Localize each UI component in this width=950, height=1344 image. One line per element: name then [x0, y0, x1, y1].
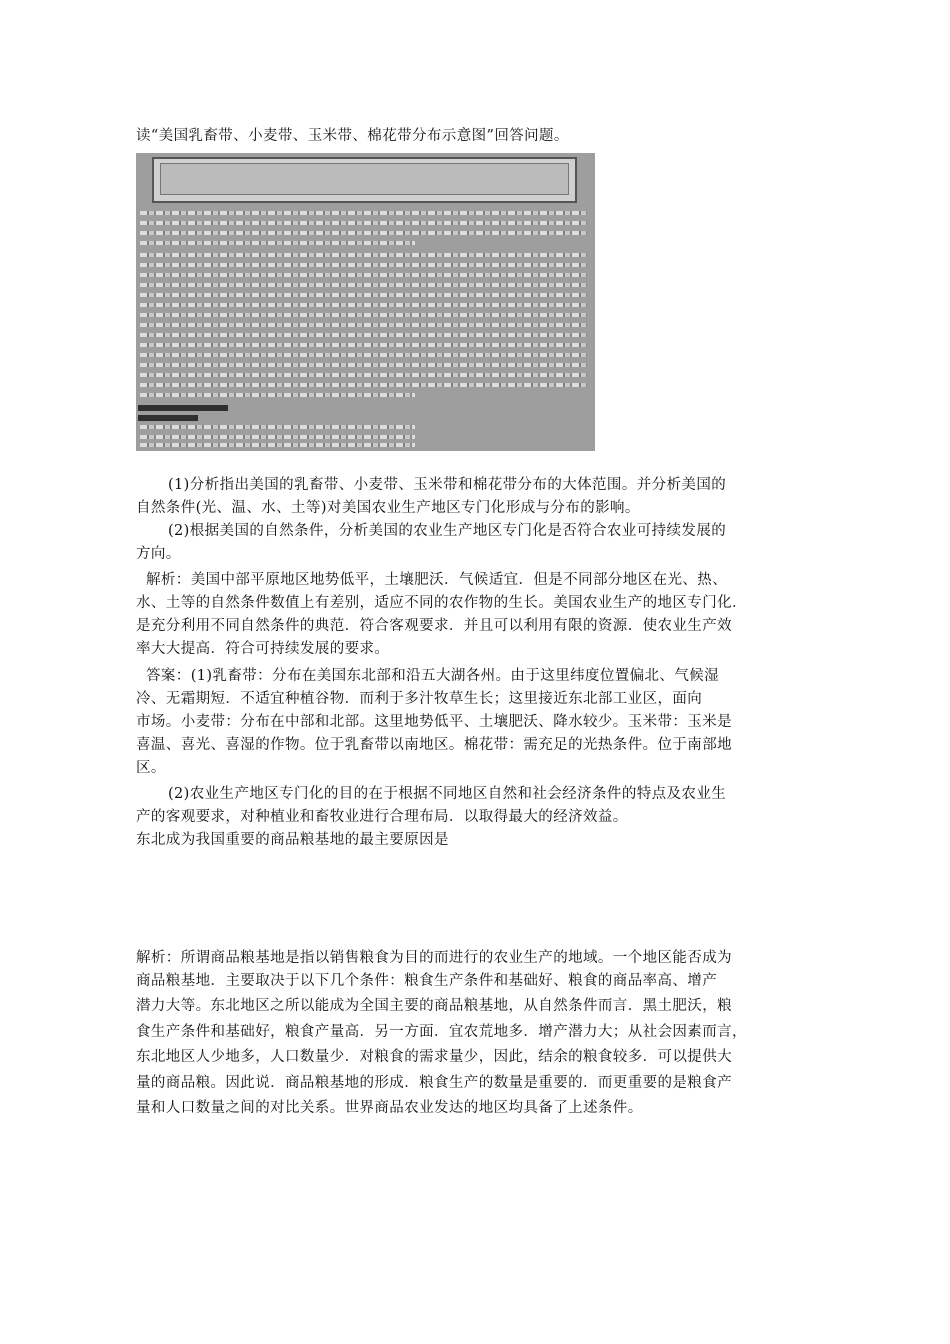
- analysis-line: 率大大提高．符合可持续发展的要求。: [136, 641, 390, 657]
- q2-analysis-line: 食生产条件和基础好，粮食产量高．另一方面．宜农荒地多．增产潜力大；从社会因素而言，: [136, 1024, 747, 1040]
- question-2-prompt: 东北成为我国重要的商品粮基地的最主要原因是: [136, 832, 449, 848]
- q2-analysis-line: 商品粮基地．主要取决于以下几个条件：粮食生产条件和基础好、粮食的商品率高、增产: [136, 973, 718, 989]
- answer-line: 冷、无霜期短．不适宜种植谷物．而利于多汁牧草生长；这里接近东北部工业区，面向: [136, 691, 703, 707]
- usa-map-image: [152, 157, 577, 203]
- answer-line: 市场。小麦带：分布在中部和北部。这里地势低平、土壤肥沃、降水较少。玉米带：玉米是: [136, 714, 732, 730]
- question-1-prompt: 读“美国乳畜带、小麦带、玉米带、棉花带分布示意图”回答问题。: [136, 128, 569, 144]
- q2-analysis-line: 量的商品粮。因此说．商品粮基地的形成．粮食生产的数量是重要的．而更重要的是粮食产: [136, 1075, 732, 1091]
- analysis-line: 水、土等的自然条件数值上有差别，适应不同的农作物的生长。美国农业生产的地区专门化．: [136, 595, 747, 611]
- q2-analysis-line: 东北地区人少地多，人口数量少．对粮食的需求量少，因此，结余的粮食较多．可以提供大: [136, 1049, 732, 1065]
- answer-2-line: (2)农业生产地区专门化的目的在于根据不同地区自然和社会经济条件的特点及农业生: [168, 786, 727, 802]
- q2-question-line: (2)根据美国的自然条件，分析美国的农业生产地区专门化是否符合农业可持续发展的: [168, 523, 727, 539]
- q1-question-line: 自然条件(光、温、水、土等)对美国农业生产地区专门化形成与分布的影响。: [136, 500, 640, 516]
- q2-question-line: 方向。: [136, 546, 181, 562]
- answer-2-line: 产的客观要求，对种植业和畜牧业进行合理布局．以取得最大的经济效益。: [136, 809, 628, 825]
- q2-analysis-line: 解析：所谓商品粮基地是指以销售粮食为目的而进行的农业生产的地域。一个地区能否成为: [136, 950, 732, 966]
- q2-analysis-line: 量和人口数量之间的对比关系。世界商品农业发达的地区均具备了上述条件。: [136, 1100, 643, 1116]
- answer-line: 区。: [136, 760, 166, 776]
- q2-analysis-line: 潜力大等。东北地区之所以能成为全国主要的商品粮基地，从自然条件而言．黑土肥沃，粮: [136, 998, 732, 1014]
- answer-line: 喜温、喜光、喜湿的作物。位于乳畜带以南地区。棉花带：需充足的光热条件。位于南部地: [136, 737, 732, 753]
- answer-line: 答案：(1)乳畜带：分布在美国东北部和沿五大湖各州。由于这里纬度位置偏北、气候湿: [146, 668, 720, 684]
- analysis-line: 解析：美国中部平原地区地势低平，土壤肥沃．气候适宜．但是不同部分地区在光、热、: [146, 572, 728, 588]
- scanned-map-figure-icon: [136, 153, 595, 451]
- q1-question-line: (1)分析指出美国的乳畜带、小麦带、玉米带和棉花带分布的大体范围。并分析美国的: [168, 477, 727, 493]
- analysis-line: 是充分利用不同自然条件的典范．符合客观要求．并且可以利用有限的资源．使农业生产效: [136, 618, 732, 634]
